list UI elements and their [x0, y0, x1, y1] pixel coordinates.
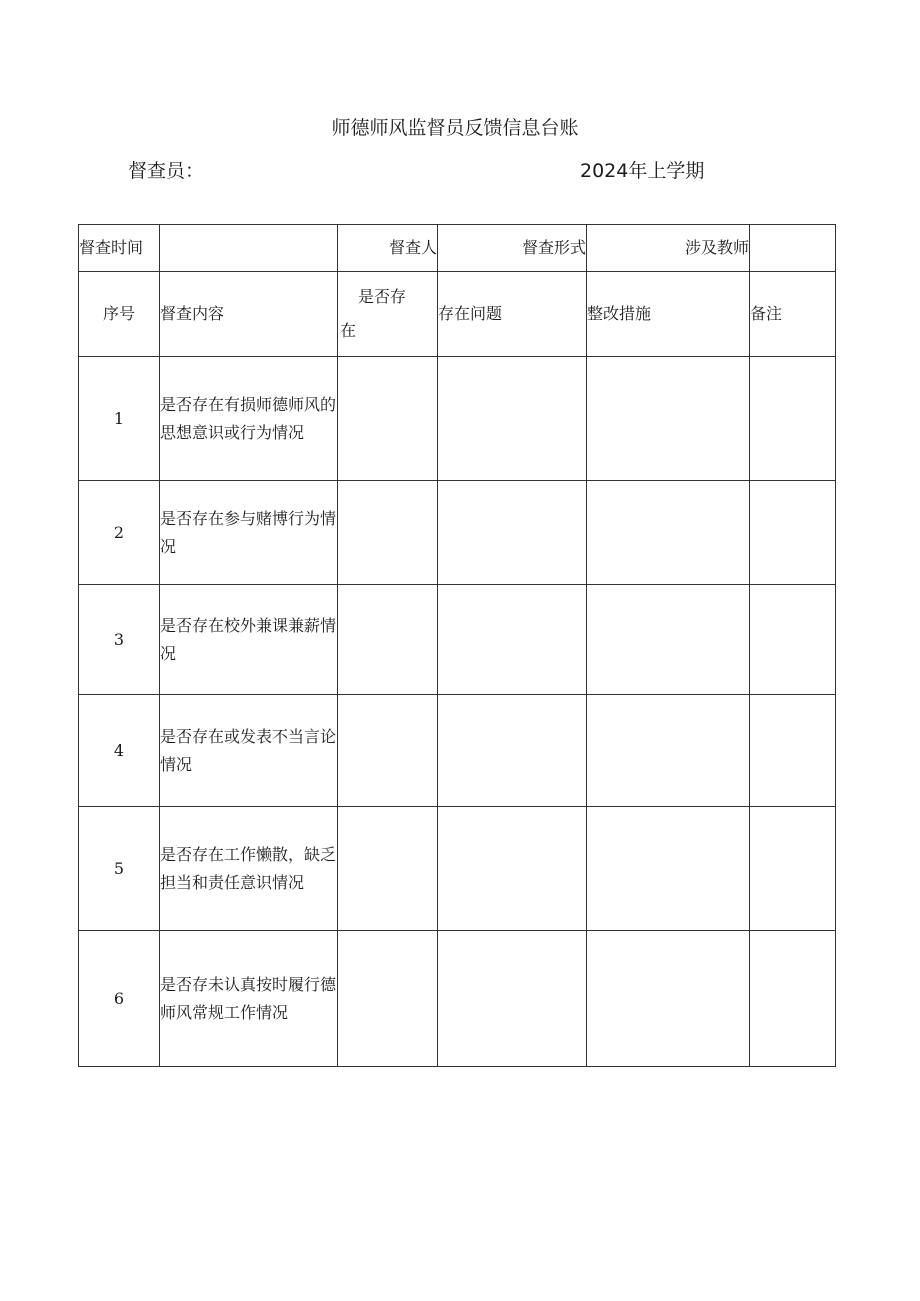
row-problem-cell[interactable]	[438, 585, 587, 695]
table-row	[79, 807, 836, 931]
term-label: 2024年上学期	[580, 160, 705, 182]
row-problem-cell[interactable]	[438, 481, 587, 585]
form-header-cell: 督查形式	[438, 225, 587, 272]
row-content: 是否存未认真按时履行德师风常规工作情况	[160, 931, 338, 1067]
row-measures-cell[interactable]	[587, 695, 750, 807]
row-content: 是否存在工作懒散，缺乏担当和责任意识情况	[160, 807, 338, 931]
row-problem-cell[interactable]	[438, 695, 587, 807]
row-measures-cell[interactable]	[587, 931, 750, 1067]
row-measures-cell[interactable]	[587, 357, 750, 481]
row-seq: 4	[79, 695, 160, 807]
row-remarks-cell[interactable]	[750, 585, 836, 695]
header-row-2	[79, 272, 836, 357]
row-remarks-cell[interactable]	[750, 807, 836, 931]
row-exists-cell[interactable]	[338, 585, 438, 695]
row-measures-cell[interactable]	[587, 481, 750, 585]
row-seq: 6	[79, 931, 160, 1067]
row-seq: 2	[79, 481, 160, 585]
exists-header-line2: 在	[340, 321, 357, 340]
row-remarks-cell[interactable]	[750, 481, 836, 585]
row-seq: 5	[79, 807, 160, 931]
row-remarks-cell[interactable]	[750, 357, 836, 481]
content-header-cell: 督查内容	[160, 272, 338, 357]
row-measures-cell[interactable]	[587, 585, 750, 695]
row-exists-cell[interactable]	[338, 481, 438, 585]
teacher-value-cell[interactable]	[750, 225, 836, 272]
row-exists-cell[interactable]	[338, 931, 438, 1067]
row-content: 是否存在有损师德师风的思想意识或行为情况	[160, 357, 338, 481]
table-row	[79, 695, 836, 807]
row-remarks-cell[interactable]	[750, 695, 836, 807]
document-title: 师德师风监督员反馈信息台账	[331, 117, 579, 139]
problem-header-cell: 存在问题	[438, 272, 587, 357]
time-value-cell[interactable]	[160, 225, 338, 272]
row-problem-cell[interactable]	[438, 807, 587, 931]
table-row	[79, 585, 836, 695]
row-remarks-cell[interactable]	[750, 931, 836, 1067]
remarks-header-cell: 备注	[750, 272, 836, 357]
row-content: 是否存在参与赌博行为情况	[160, 481, 338, 585]
header-row-1	[79, 225, 836, 272]
row-exists-cell[interactable]	[338, 695, 438, 807]
exists-header-cell	[338, 272, 438, 357]
table-row	[79, 357, 836, 481]
row-content: 是否存在校外兼课兼薪情况	[160, 585, 338, 695]
table-row	[79, 931, 836, 1067]
row-seq: 1	[79, 357, 160, 481]
row-exists-cell[interactable]	[338, 357, 438, 481]
inspector-label: 督查员：	[128, 160, 205, 182]
inspector-header-cell: 督查人	[338, 225, 438, 272]
measures-header-cell: 整改措施	[587, 272, 750, 357]
row-exists-cell[interactable]	[338, 807, 438, 931]
row-content: 是否存在或发表不当言论情况	[160, 695, 338, 807]
seq-header-cell: 序号	[79, 272, 160, 357]
teacher-header-cell: 涉及教师	[587, 225, 750, 272]
ledger-table	[78, 224, 836, 1067]
row-problem-cell[interactable]	[438, 931, 587, 1067]
row-measures-cell[interactable]	[587, 807, 750, 931]
row-problem-cell[interactable]	[438, 357, 587, 481]
exists-header-line1: 是否存	[358, 287, 407, 306]
row-seq: 3	[79, 585, 160, 695]
table-row	[79, 481, 836, 585]
time-label-cell: 督查时间	[79, 225, 160, 272]
